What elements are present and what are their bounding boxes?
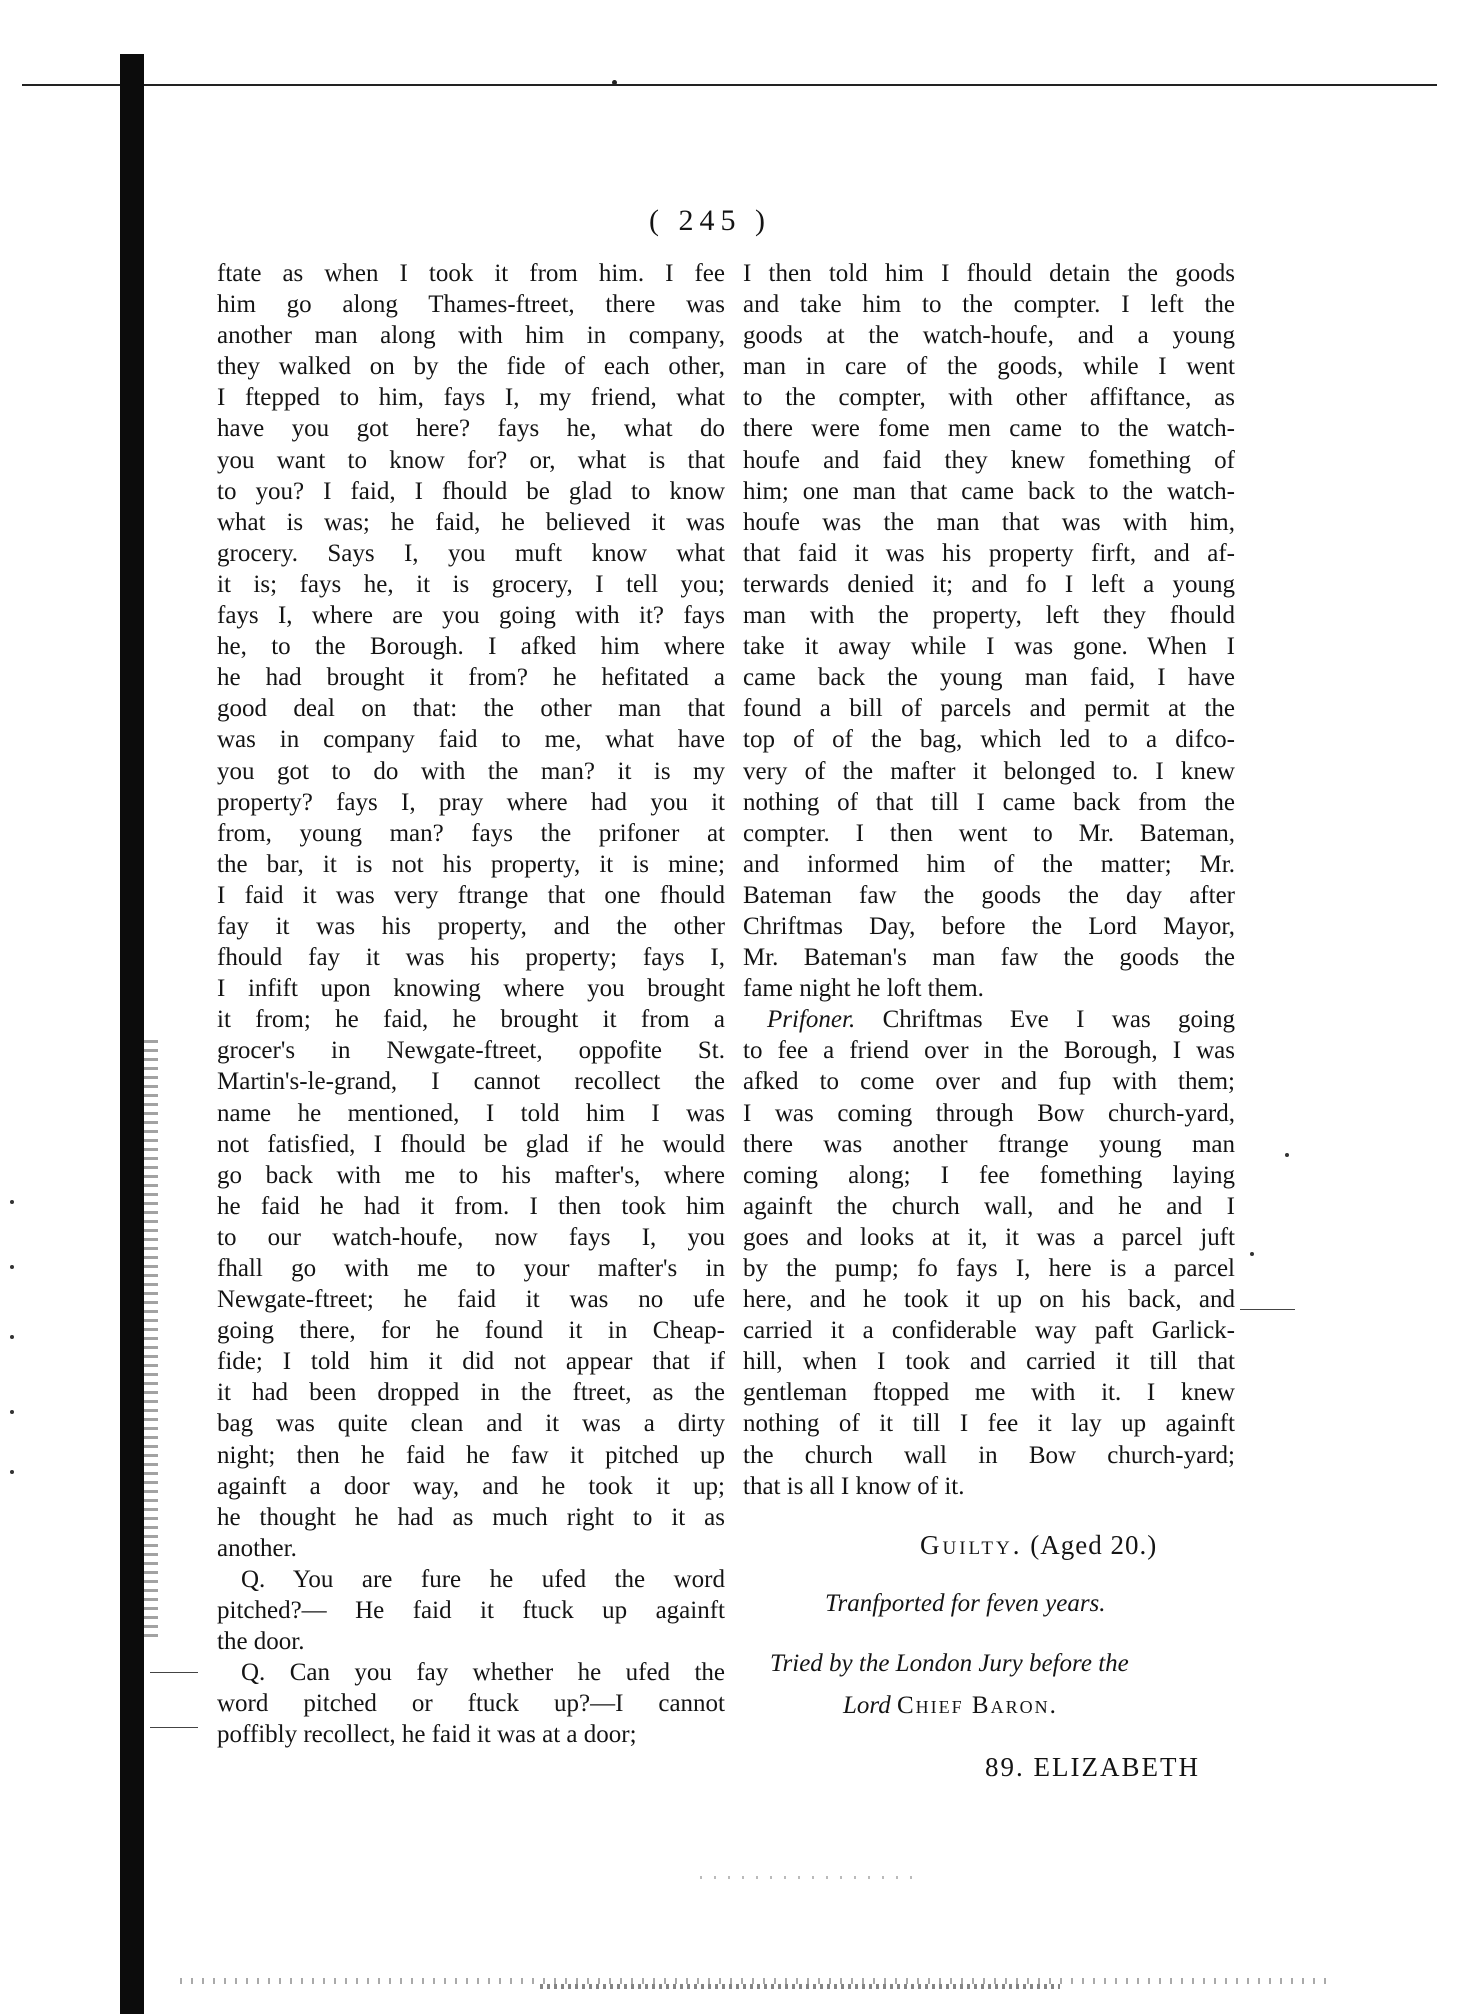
text-line: to you? I faid, I fhould be glad to know bbox=[217, 477, 725, 505]
speaker-label: Prifoner. bbox=[767, 1006, 856, 1034]
text-line: I then told him I fhould detain the goods bbox=[743, 260, 1235, 287]
text-line: very of the mafter it belonged to. I knew bbox=[743, 757, 1235, 785]
text-line: it from; he faid, he brought it from a bbox=[217, 1006, 725, 1034]
text-line: top of of the bag, which led to a difco- bbox=[743, 726, 1235, 754]
margin-rule bbox=[150, 1672, 198, 1673]
scan-speck bbox=[10, 1200, 14, 1204]
scan-noise bbox=[540, 1984, 1060, 1989]
text-line: and informed him of the matter; Mr. bbox=[743, 850, 1235, 878]
text-line: not fatisfied, I fhould be glad if he would bbox=[217, 1130, 725, 1158]
text-line: againft the church wall, and he and I bbox=[743, 1192, 1235, 1220]
scan-speck bbox=[10, 1410, 14, 1414]
text-line: him go along Thames-ftreet, there was bbox=[217, 291, 725, 319]
scan-speck bbox=[1250, 1252, 1254, 1256]
text-line: afked to come over and fup with them; bbox=[743, 1068, 1235, 1096]
text-line: goes and looks at it, it was a parcel juft bbox=[743, 1223, 1235, 1251]
text-line: there was another ftrange young man bbox=[743, 1130, 1235, 1158]
text-line: to our watch-houfe, now fays I, you bbox=[217, 1223, 725, 1251]
text-line: what is was; he faid, he believed it was bbox=[217, 508, 725, 536]
scan-noise bbox=[700, 1876, 920, 1879]
text-line: him; one man that came back to the watch- bbox=[743, 477, 1235, 505]
text-line: it is; fays he, it is grocery, I tell you; bbox=[217, 570, 725, 598]
text-line: here, and he took it up on his back, and bbox=[743, 1286, 1235, 1314]
text-line: houfe and faid they knew fomething of bbox=[743, 446, 1235, 474]
text-line: was in company faid to me, what have bbox=[217, 726, 725, 754]
margin-rule bbox=[1240, 1309, 1295, 1310]
text-line: good deal on that: the other man that bbox=[217, 695, 725, 723]
text-line: carried it a confiderable way paft Garlick- bbox=[743, 1317, 1235, 1345]
text-line: coming along; I fee fomething laying bbox=[743, 1161, 1235, 1189]
text-line: terwards denied it; and fo I left a young bbox=[743, 570, 1235, 598]
text-line: Martin's-le-grand, I cannot recollect the bbox=[217, 1068, 725, 1096]
text-line: gentleman ftopped me with it. I knew bbox=[743, 1379, 1235, 1407]
text-line: Newgate-ftreet; he faid it was no ufe bbox=[217, 1286, 725, 1314]
top-rule bbox=[22, 84, 1437, 86]
text-line: compter. I then went to Mr. Bateman, bbox=[743, 819, 1235, 847]
text-line: man in care of the goods, while I went bbox=[743, 353, 1235, 381]
top-rule-dot bbox=[612, 80, 617, 85]
scan-speck bbox=[10, 1335, 14, 1339]
right-column bbox=[743, 258, 1235, 1502]
text-line: found a bill of parcels and permit at the bbox=[743, 695, 1235, 723]
text-span: Chriftmas Eve I was going bbox=[882, 1006, 1235, 1034]
text-line: from, young man? fays the prifoner at bbox=[217, 819, 725, 847]
text-line: Q. You are fure he ufed the word bbox=[241, 1565, 725, 1593]
verdict-line bbox=[920, 1530, 1157, 1561]
text-line: to fee a friend over in the Borough, I was bbox=[743, 1037, 1235, 1065]
text-line: Bateman faw the goods the day after bbox=[743, 881, 1235, 909]
text-line: nothing of that till I came back from the bbox=[743, 788, 1235, 816]
scan-speck bbox=[10, 1265, 14, 1269]
text-line: fay it was his property, and the other bbox=[217, 912, 725, 940]
text-line: going there, for he found it in Cheap- bbox=[217, 1317, 725, 1345]
text-line: fhould fay it was his property; fays I, bbox=[217, 944, 725, 972]
text-line: Q. Can you fay whether he ufed the bbox=[241, 1659, 725, 1687]
text-line: another. bbox=[217, 1534, 297, 1562]
text-line: Mr. Bateman's man faw the goods the bbox=[743, 944, 1235, 972]
text-line: Chriftmas Day, before the Lord Mayor, bbox=[743, 912, 1235, 940]
page-number: ( 245 ) bbox=[649, 204, 771, 237]
text-line: fide; I told him it did not appear that if bbox=[217, 1348, 725, 1376]
judge-title: Chief Baron. bbox=[896, 1692, 1058, 1719]
text-line: and take him to the compter. I left the bbox=[743, 291, 1235, 319]
text-line: night; then he faid he faw it pitched up bbox=[217, 1441, 725, 1469]
judge-line bbox=[843, 1692, 1058, 1720]
text-line: hill, when I took and carried it till that bbox=[743, 1348, 1235, 1376]
text-line: ftate as when I took it from him. I fee bbox=[217, 260, 725, 287]
verdict-text: Guilty. bbox=[920, 1530, 1023, 1560]
text-line: I infift upon knowing where you brought bbox=[217, 975, 725, 1003]
text-line: that is all I know of it. bbox=[743, 1472, 965, 1500]
text-line: he had brought it from? he hefitated a bbox=[217, 664, 725, 692]
text-line: property? fays I, pray where had you it bbox=[217, 788, 725, 816]
scan-speck bbox=[10, 1470, 14, 1474]
text-line: that faid it was his property firft, and af- bbox=[743, 539, 1235, 567]
text-line: nothing of it till I fee it lay up againft bbox=[743, 1410, 1235, 1438]
text-line: houfe was the man that was with him, bbox=[743, 508, 1235, 536]
text-line: bag was quite clean and it was a dirty bbox=[217, 1410, 725, 1438]
judge-prefix: Lord bbox=[843, 1692, 891, 1719]
text-line: you got to do with the man? it is my bbox=[217, 757, 725, 785]
binding-shadow bbox=[120, 54, 144, 2014]
text-line: to the compter, with other affiftance, as bbox=[743, 384, 1235, 412]
text-line: fame night he loft them. bbox=[743, 975, 984, 1003]
text-line: he, to the Borough. I afked him where bbox=[217, 633, 725, 661]
text-line: word pitched or ftuck up?—I cannot bbox=[217, 1690, 725, 1718]
text-line: grocer's in Newgate-ftreet, oppofite St. bbox=[217, 1037, 725, 1065]
prisoner-statement-start bbox=[743, 1004, 1235, 1035]
text-line: goods at the watch-houfe, and a young bbox=[743, 322, 1235, 350]
text-line: by the pump; fo fays I, here is a parcel bbox=[743, 1255, 1235, 1282]
text-line: poffibly recollect, he faid it was at a door; bbox=[217, 1721, 637, 1749]
text-line: he thought he had as much right to it as bbox=[217, 1503, 725, 1531]
text-line: grocery. Says I, you muft know what bbox=[217, 539, 725, 567]
text-line: you want to know for? or, what is that bbox=[217, 446, 725, 474]
left-column bbox=[217, 258, 725, 1751]
text-line: go back with me to his mafter's, where bbox=[217, 1161, 725, 1189]
age-text: (Aged 20.) bbox=[1030, 1530, 1158, 1560]
sentence-text: Tranfported for feven years. bbox=[825, 1590, 1106, 1617]
text-line: fays I, where are you going with it? fays bbox=[217, 602, 725, 630]
text-line: it had been dropped in the ftreet, as the bbox=[217, 1379, 725, 1407]
text-line: againft a door way, and he took it up; bbox=[217, 1472, 725, 1500]
scan-speck bbox=[1285, 1153, 1289, 1157]
text-line: name he mentioned, I told him I was bbox=[217, 1099, 725, 1127]
text-line: fhall go with me to your mafter's in bbox=[217, 1255, 725, 1282]
text-line: there were fome men came to the watch- bbox=[743, 415, 1235, 443]
text-line: the door. bbox=[217, 1628, 305, 1656]
text-line: I faid it was very ftrange that one fhould bbox=[217, 881, 725, 909]
tried-by-text: Tried by the London Jury before the bbox=[770, 1650, 1129, 1677]
text-line: he faid he had it from. I then took him bbox=[217, 1192, 725, 1220]
text-line: take it away while I was gone. When I bbox=[743, 633, 1235, 661]
text-line: I ftepped to him, fays I, my friend, what bbox=[217, 384, 725, 412]
text-line: pitched?— He faid it ftuck up againft bbox=[217, 1597, 725, 1625]
text-line: I was coming through Bow church-yard, bbox=[743, 1099, 1235, 1127]
margin-rule bbox=[150, 1727, 198, 1728]
text-line: they walked on by the fide of each other, bbox=[217, 353, 725, 381]
text-line: the bar, it is not his property, it is mine; bbox=[217, 850, 725, 878]
text-line: the church wall in Bow church-yard; bbox=[743, 1441, 1235, 1469]
binding-texture bbox=[144, 1040, 158, 1640]
text-line: another man along with him in company, bbox=[217, 322, 725, 350]
catchword: 89. ELIZABETH bbox=[985, 1752, 1200, 1782]
text-line: have you got here? fays he, what do bbox=[217, 415, 725, 443]
text-line: came back the young man faid, I have bbox=[743, 664, 1235, 692]
text-line: man with the property, left they fhould bbox=[743, 602, 1235, 630]
